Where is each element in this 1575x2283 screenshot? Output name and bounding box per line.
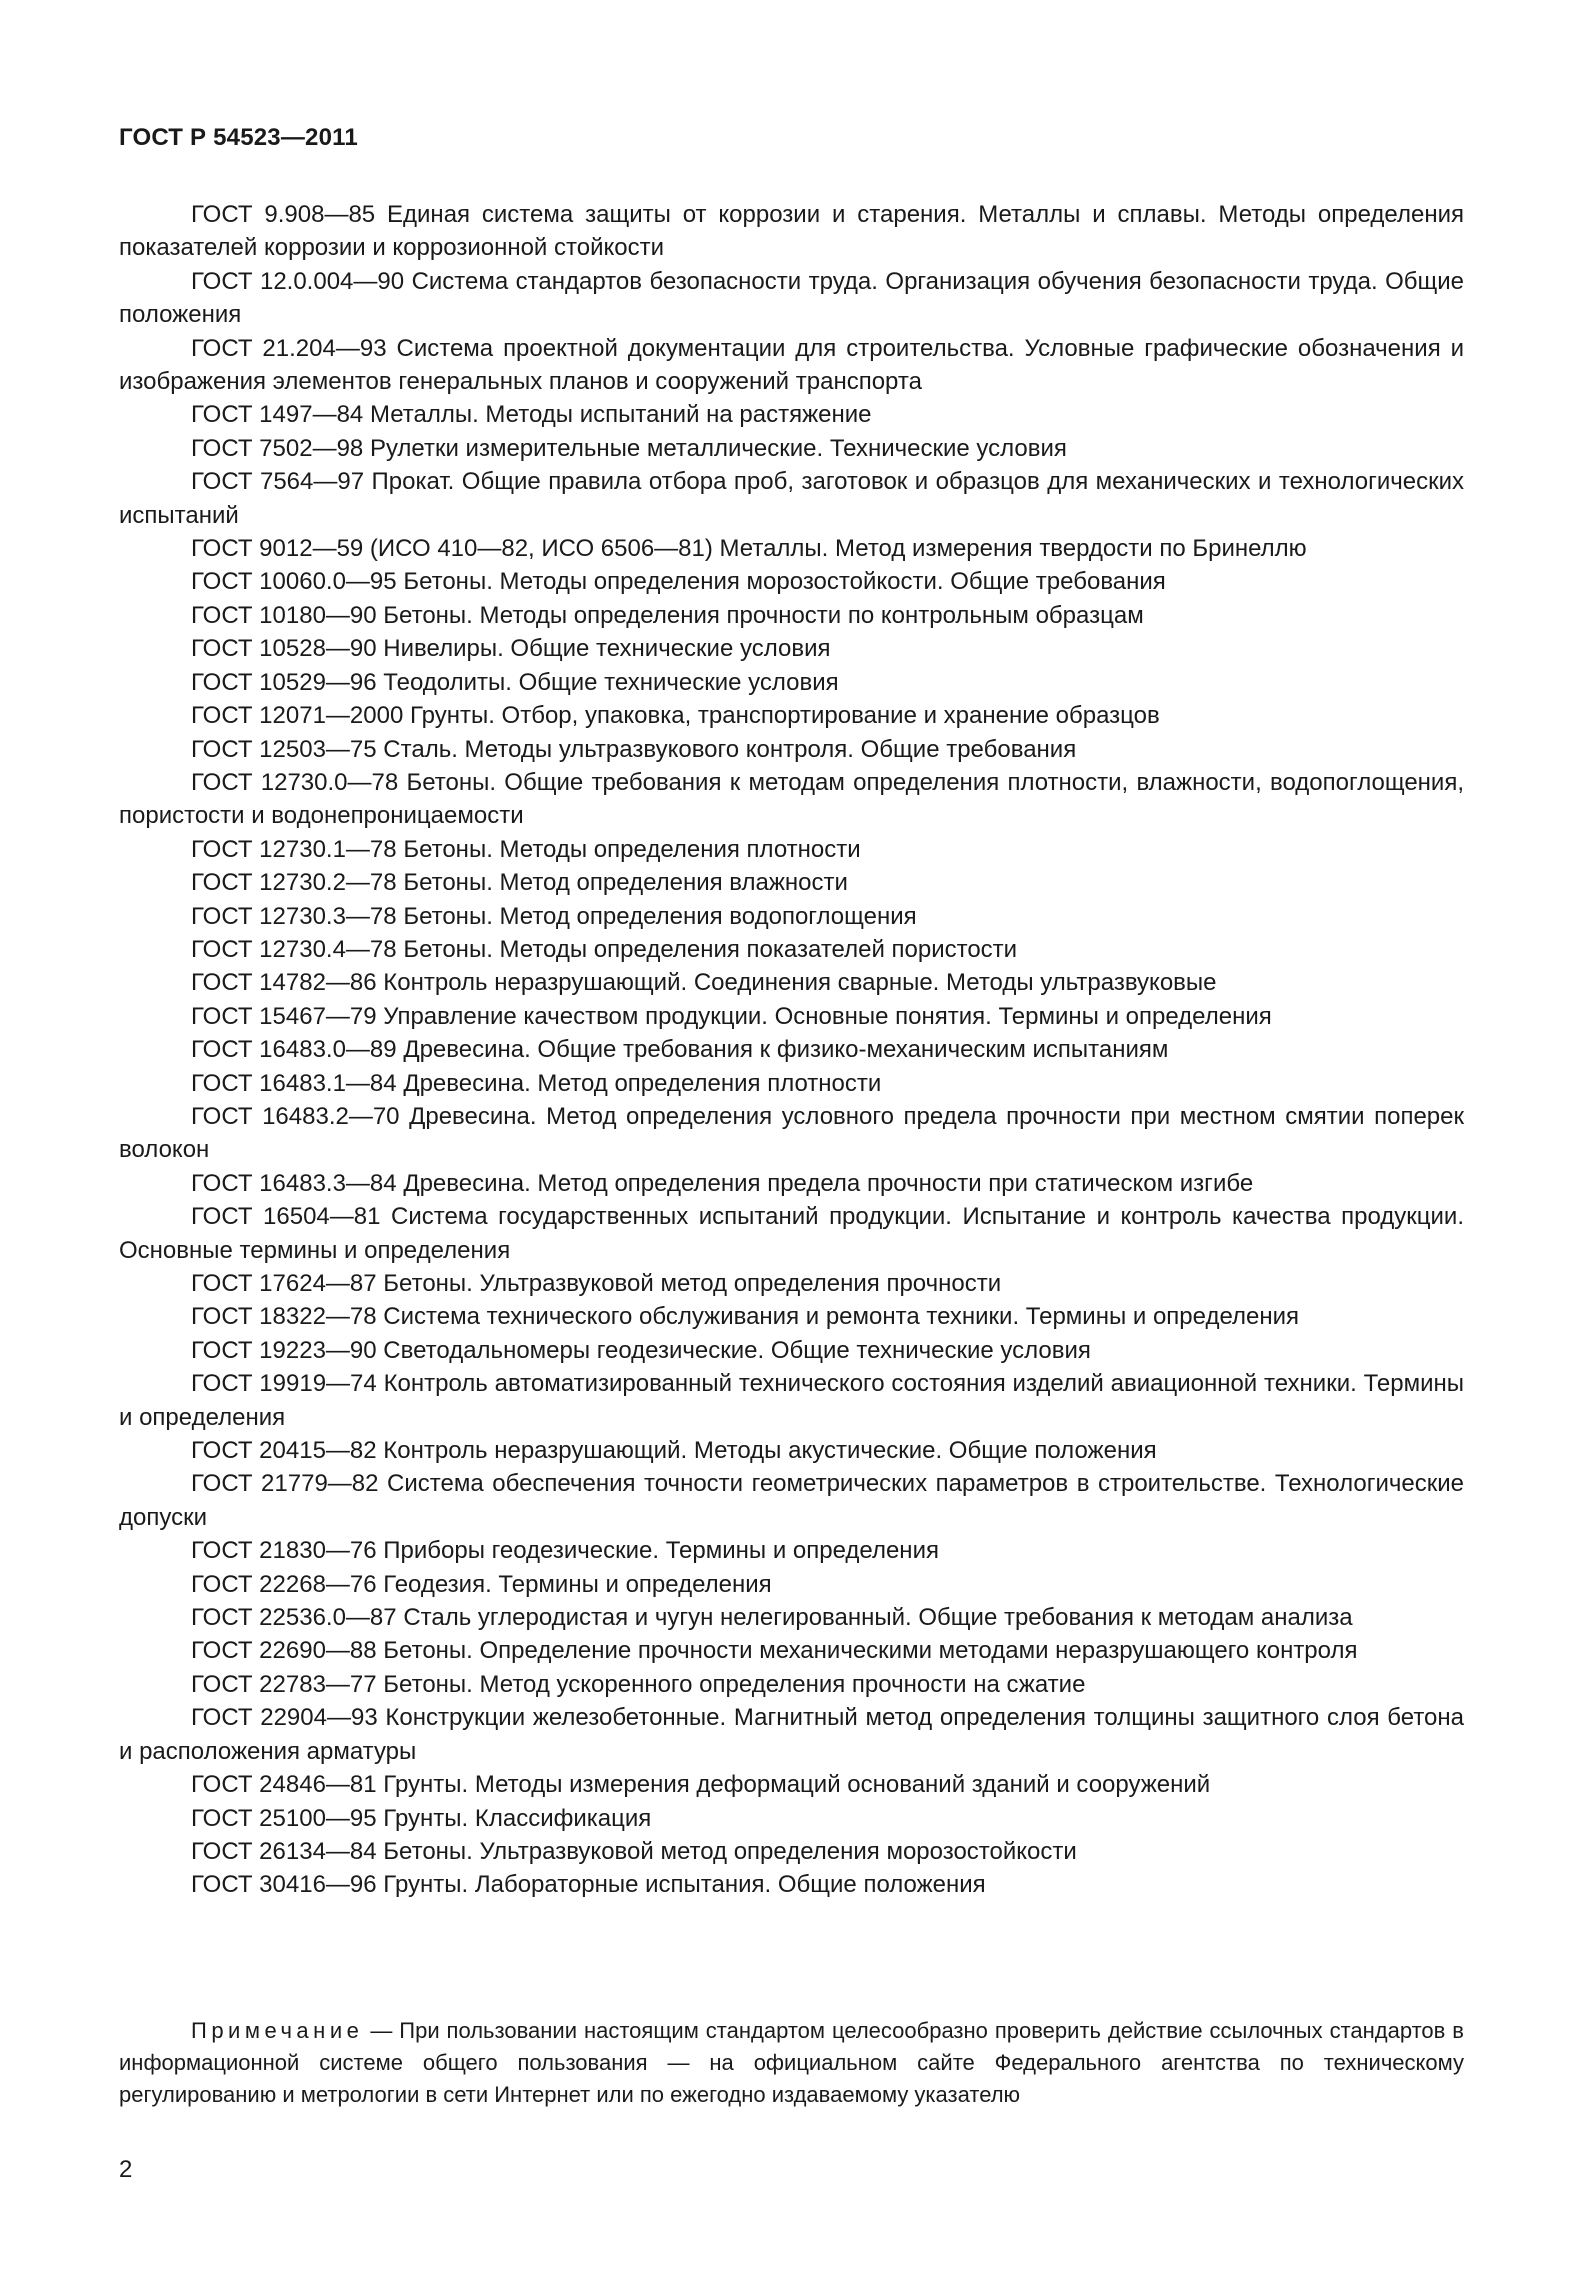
reference-title: Теодолиты. Общие технические условия	[383, 668, 839, 696]
reference-title: Конструкции железобетонные. Магнитный метод определения толщины защитного слоя бетона и расположения арматуры	[119, 1704, 1464, 1765]
reference-title: Бетоны. Метод ускоренного определения прочности на сжатие	[383, 1670, 1086, 1698]
reference-code: ГОСТ 12730.1—78	[191, 835, 397, 863]
reference-title: Бетоны. Ультразвуковой метод определения морозостойкости	[383, 1837, 1077, 1865]
reference-item	[119, 1200, 1464, 1267]
reference-item	[119, 1568, 1464, 1601]
reference-item	[119, 332, 1464, 399]
reference-item	[119, 1668, 1464, 1701]
reference-code: ГОСТ 12.0.004—90	[191, 267, 405, 295]
reference-item	[119, 1534, 1464, 1567]
reference-item	[119, 1033, 1464, 1066]
reference-code: ГОСТ 20415—82	[191, 1437, 377, 1465]
reference-item	[119, 1300, 1464, 1333]
reference-code: ГОСТ 10180—90	[191, 601, 377, 629]
reference-code: ГОСТ 21830—76	[191, 1537, 377, 1565]
note-label: Примечание	[191, 2018, 364, 2043]
reference-item	[119, 1334, 1464, 1367]
reference-title: Древесина. Метод определения предела прочности при статическом изгибе	[403, 1169, 1254, 1197]
reference-title: Прокат. Общие правила отбора проб, заготовок и образцов для механических и технологических испытаний	[119, 468, 1464, 529]
reference-title: Бетоны. Методы определения показателей пористости	[403, 935, 1018, 963]
reference-title: Древесина. Метод определения условного предела прочности при местном смятии поперек волокон	[119, 1102, 1464, 1164]
reference-item	[119, 1434, 1464, 1467]
reference-title: Светодальномеры геодезические. Общие технические условия	[383, 1336, 1091, 1364]
reference-item	[119, 1802, 1464, 1835]
reference-code: ГОСТ 10529—96	[191, 668, 377, 696]
reference-title: Сталь углеродистая и чугун нелегированный. Общие требования к методам анализа	[403, 1604, 1353, 1632]
reference-code: ГОСТ 7502—98	[191, 434, 364, 462]
reference-item	[119, 632, 1464, 665]
reference-title: Нивелиры. Общие технические условия	[383, 635, 831, 663]
reference-title: Бетоны. Методы определения плотности	[403, 835, 861, 863]
reference-code: ГОСТ 18322—78	[191, 1303, 377, 1331]
note-text: — При пользовании настоящим стандартом целесообразно проверить действие ссылочных стандартов в информационной системе общего пользования — на официальном сайте Федерального агентства по техническому регулированию и метрологии в сети Интернет или по ежегодно издаваемому указателю	[119, 2018, 1464, 2107]
reference-title: Приборы геодезические. Термины и определения	[383, 1537, 939, 1565]
reference-title: Система проектной документации для строительства. Условные графические обозначения и изображения элементов генеральных планов и сооружений транспорта	[119, 334, 1465, 396]
reference-code: ГОСТ 22783—77	[191, 1670, 377, 1698]
reference-code: ГОСТ 22904—93	[191, 1704, 378, 1732]
reference-code: ГОСТ 12730.4—78	[191, 935, 397, 963]
reference-code: ГОСТ 15467—79	[191, 1002, 377, 1030]
reference-item	[119, 599, 1464, 632]
reference-code: ГОСТ 22536.0—87	[191, 1604, 397, 1632]
reference-item	[119, 465, 1464, 532]
reference-item	[119, 1367, 1464, 1434]
reference-item	[119, 198, 1464, 265]
reference-title: Контроль автоматизированный технического состояния изделий авиационной техники. Термины и определения	[119, 1370, 1465, 1431]
reference-item	[119, 265, 1464, 332]
reference-item	[119, 766, 1464, 833]
reference-title: Сталь. Методы ультразвукового контроля. Общие требования	[383, 735, 1077, 763]
reference-item	[119, 1634, 1464, 1667]
reference-note	[119, 2015, 1464, 2111]
reference-title: Бетоны. Определение прочности механическими методами неразрушающего контроля	[383, 1637, 1358, 1665]
reference-code: ГОСТ 17624—87	[191, 1270, 377, 1297]
reference-code: ГОСТ 9.908—85	[191, 201, 376, 228]
reference-item	[119, 1167, 1464, 1200]
reference-code: ГОСТ 12730.0—78	[191, 768, 399, 796]
reference-code: ГОСТ 19919—74	[191, 1370, 377, 1398]
reference-item	[119, 733, 1464, 766]
reference-item	[119, 1000, 1464, 1033]
reference-item	[119, 933, 1464, 966]
reference-title: Грунты. Отбор, упаковка, транспортирование и хранение образцов	[409, 702, 1160, 730]
reference-title: Бетоны. Метод определения влажности	[403, 869, 848, 897]
reference-title: Бетоны. Метод определения водопоглощения	[403, 902, 917, 930]
reference-item	[119, 1100, 1464, 1167]
reference-title: Контроль неразрушающий. Соединения сварные. Методы ультразвуковые	[383, 969, 1217, 997]
reference-item	[119, 666, 1464, 699]
reference-code: ГОСТ 19223—90	[191, 1336, 377, 1364]
reference-code: ГОСТ 14782—86	[191, 969, 377, 997]
reference-title: Система технического обслуживания и ремонта техники. Термины и определения	[383, 1303, 1300, 1331]
reference-title: Древесина. Общие требования к физико-механическим испытаниям	[403, 1036, 1169, 1064]
reference-title: Управление качеством продукции. Основные понятия. Термины и определения	[383, 1002, 1272, 1030]
page-number: 2	[119, 2156, 133, 2183]
reference-code: ГОСТ 7564—97	[191, 468, 365, 496]
reference-title: Система государственных испытаний продукции. Испытание и контроль качества продукции. Основные термины и определения	[119, 1203, 1464, 1264]
reference-item	[119, 699, 1464, 732]
reference-item	[119, 833, 1464, 866]
reference-title: Грунты. Лабораторные испытания. Общие положения	[383, 1871, 986, 1899]
reference-code: ГОСТ 24846—81	[191, 1771, 377, 1799]
reference-item	[119, 866, 1464, 899]
reference-code: ГОСТ 1497—84	[191, 401, 364, 429]
reference-item	[119, 1868, 1464, 1901]
reference-item	[119, 1467, 1464, 1534]
reference-code: ГОСТ 21.204—93	[191, 334, 387, 362]
reference-title: Контроль неразрушающий. Методы акустические. Общие положения	[383, 1437, 1157, 1465]
reference-title: Бетоны. Методы определения прочности по контрольным образцам	[383, 601, 1144, 629]
reference-title: Бетоны. Методы определения морозостойкости. Общие требования	[403, 568, 1166, 596]
reference-title: Грунты. Классификация	[383, 1804, 652, 1832]
reference-title: Грунты. Методы измерения деформаций оснований зданий и сооружений	[383, 1771, 1211, 1799]
reference-code: ГОСТ 22690—88	[191, 1637, 377, 1665]
reference-code: ГОСТ 9012—59 (ИСО 410—82, ИСО 6506—81)	[191, 535, 713, 563]
standard-id-header: ГОСТ Р 54523—2011	[119, 124, 358, 151]
reference-code: ГОСТ 12730.3—78	[191, 902, 397, 930]
reference-code: ГОСТ 12071—2000	[191, 702, 404, 730]
reference-item	[119, 1701, 1464, 1768]
reference-title: Древесина. Метод определения плотности	[403, 1069, 882, 1097]
reference-item	[119, 1267, 1464, 1300]
reference-title: Система стандартов безопасности труда. Организация обучения безопасности труда. Общие положения	[119, 267, 1464, 329]
reference-code: ГОСТ 30416—96	[191, 1871, 377, 1899]
reference-item	[119, 1601, 1464, 1634]
reference-item	[119, 1835, 1464, 1868]
reference-code: ГОСТ 16504—81	[191, 1203, 381, 1231]
reference-item	[119, 432, 1464, 465]
reference-item	[119, 398, 1464, 431]
reference-item	[119, 966, 1464, 999]
reference-code: ГОСТ 12503—75	[191, 735, 377, 763]
reference-code: ГОСТ 16483.0—89	[191, 1036, 397, 1064]
reference-title: Бетоны. Общие требования к методам определения плотности, влажности, водопоглощения, пористости и водонепроницаемости	[119, 768, 1464, 830]
reference-title: Геодезия. Термины и определения	[383, 1570, 772, 1598]
reference-code: ГОСТ 10528—90	[191, 635, 377, 663]
reference-code: ГОСТ 16483.1—84	[191, 1069, 397, 1097]
reference-code: ГОСТ 21779—82	[191, 1470, 379, 1498]
reference-code: ГОСТ 10060.0—95	[191, 568, 397, 596]
normative-references-list	[119, 198, 1464, 1902]
reference-item	[119, 532, 1464, 565]
reference-item	[119, 1067, 1464, 1100]
reference-title: Металлы. Методы испытаний на растяжение	[369, 401, 872, 429]
reference-title: Рулетки измерительные металлические. Технические условия	[369, 434, 1067, 462]
reference-code: ГОСТ 12730.2—78	[191, 869, 397, 897]
reference-title: Бетоны. Ультразвуковой метод определения прочности	[383, 1270, 1002, 1297]
reference-code: ГОСТ 22268—76	[191, 1570, 377, 1598]
reference-code: ГОСТ 16483.3—84	[191, 1169, 397, 1197]
reference-title: Металлы. Метод измерения твердости по Бринеллю	[719, 535, 1307, 563]
reference-item	[119, 900, 1464, 933]
reference-item	[119, 1768, 1464, 1801]
reference-code: ГОСТ 25100—95	[191, 1804, 377, 1832]
reference-title: Единая система защиты от коррозии и старения. Металлы и сплавы. Методы определения показателей коррозии и коррозионной стойкости	[119, 201, 1464, 262]
reference-code: ГОСТ 16483.2—70	[191, 1102, 400, 1130]
reference-code: ГОСТ 26134—84	[191, 1837, 377, 1865]
reference-item	[119, 565, 1464, 598]
reference-title: Система обеспечения точности геометрических параметров в строительстве. Технологические допуски	[119, 1470, 1464, 1531]
